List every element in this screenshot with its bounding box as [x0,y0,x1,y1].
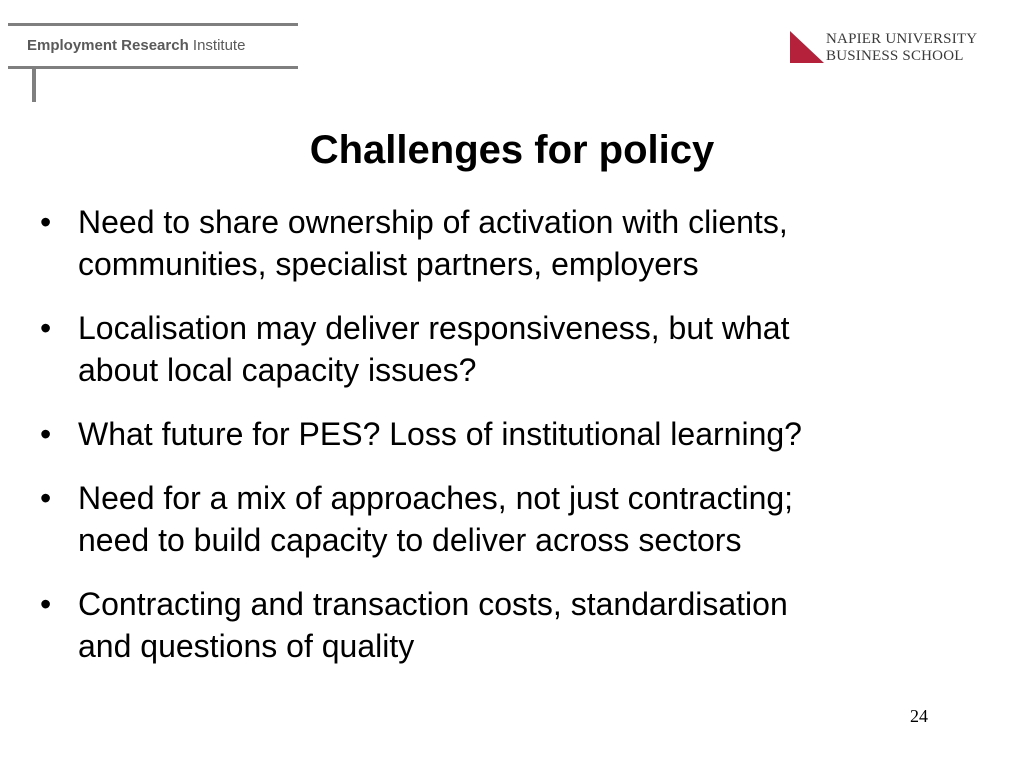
bullet-item [40,413,1000,455]
bullet-list [40,201,1000,689]
napier-logo-line2: BUSINESS SCHOOL [826,48,964,64]
napier-logo-text [826,31,977,65]
institute-name [27,37,245,54]
bullet-text-line: about local capacity issues? [78,352,477,388]
slide-title: Challenges for policy [309,128,715,172]
bullet-marker: • [40,586,52,622]
banner-bottom-rule [8,66,298,69]
bullet-item [40,307,1000,391]
bullet-marker: • [40,480,52,516]
bullet-text-line: Localisation may deliver responsiveness, but what [78,310,790,346]
page-number: 24 [910,706,928,726]
bullet-marker: • [40,416,52,452]
napier-logo-line1: NAPIER UNIVERSITY [826,31,978,47]
bullet-item [40,477,1000,561]
bullet-text-line: and questions of quality [78,628,415,664]
bullet-text-line: Need to share ownership of activation with clients, [78,204,788,240]
bullet-text-line: Contracting and transaction costs, standardisation [78,586,788,622]
napier-triangle-icon [790,31,824,63]
institute-name-regular: Institute [192,37,246,54]
bullet-text-line: communities, specialist partners, employers [78,246,699,282]
bullet-marker: • [40,310,52,346]
bullet-item [40,583,1000,667]
bullet-text-line: What future for PES? Loss of institutional learning? [78,416,802,452]
bullet-marker: • [40,204,52,240]
bullet-text-line: Need for a mix of approaches, not just contracting; [78,480,794,516]
institute-name-bold: Employment Research [27,37,189,54]
bullet-item [40,201,1000,285]
banner-vertical-rule [32,69,36,102]
banner-top-rule [8,23,298,26]
bullet-text-line: need to build capacity to deliver across sectors [78,522,742,558]
